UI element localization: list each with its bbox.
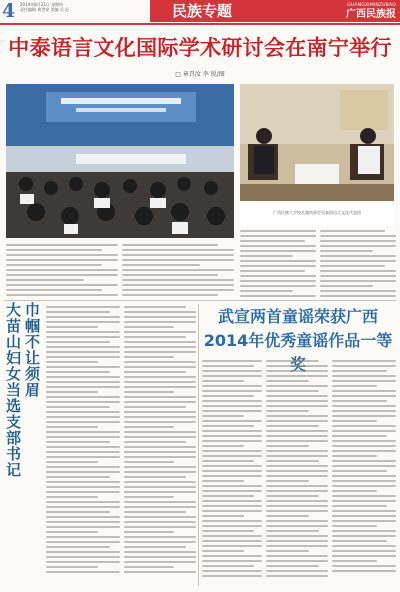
body-col-6 <box>124 306 196 586</box>
body-col-8 <box>266 360 328 582</box>
masthead-logo <box>300 3 396 23</box>
section-title: 民族专题 <box>172 2 233 20</box>
subhead-line-2: 2014年优秀童谣作品一等 <box>203 331 393 350</box>
vertical-title-1: 巾帼不让须眉 <box>23 302 41 398</box>
conference-photo <box>6 84 234 238</box>
body-col-4 <box>320 230 396 298</box>
body-col-9 <box>332 360 396 576</box>
photo-caption: 广西民族大学校长谢尚果会见泰国语言文化代表团 <box>273 210 361 215</box>
byline: □ 章召汝 李 锐/图 <box>175 71 225 78</box>
main-headline: 中泰语言文化国际学术研讨会在南宁举行 <box>8 36 392 60</box>
body-col-7 <box>202 360 262 582</box>
page-header <box>0 0 400 27</box>
body-col-5 <box>46 306 120 586</box>
header-rule <box>0 23 400 25</box>
body-col-2 <box>122 244 234 298</box>
body-col-3 <box>240 230 316 298</box>
conference-photo-image <box>6 84 234 238</box>
meeting-photo-image <box>240 84 394 201</box>
logo-en: GUANGXIMINZUBAO <box>347 3 396 8</box>
meta-date: 2014年8月21日 星期四 <box>20 2 64 7</box>
meta-editor: 责任编辑 黄世安 美编 吴 妃 <box>20 7 70 12</box>
section-divider <box>4 300 396 301</box>
logo-zh: 广西民族报 <box>346 9 396 20</box>
header-meta <box>20 2 120 12</box>
page-number: 4 <box>2 0 16 22</box>
subhead-line-1: 武宣两首童谣荣获广西 <box>217 307 378 326</box>
column-divider <box>198 304 199 586</box>
vertical-heading <box>2 302 42 590</box>
meeting-photo <box>240 84 394 201</box>
subhead <box>200 305 396 355</box>
body-col-1 <box>6 244 118 298</box>
vertical-title-2: 大苗山妇女当选支部书记 <box>4 302 22 478</box>
photo-caption-box <box>240 204 394 226</box>
